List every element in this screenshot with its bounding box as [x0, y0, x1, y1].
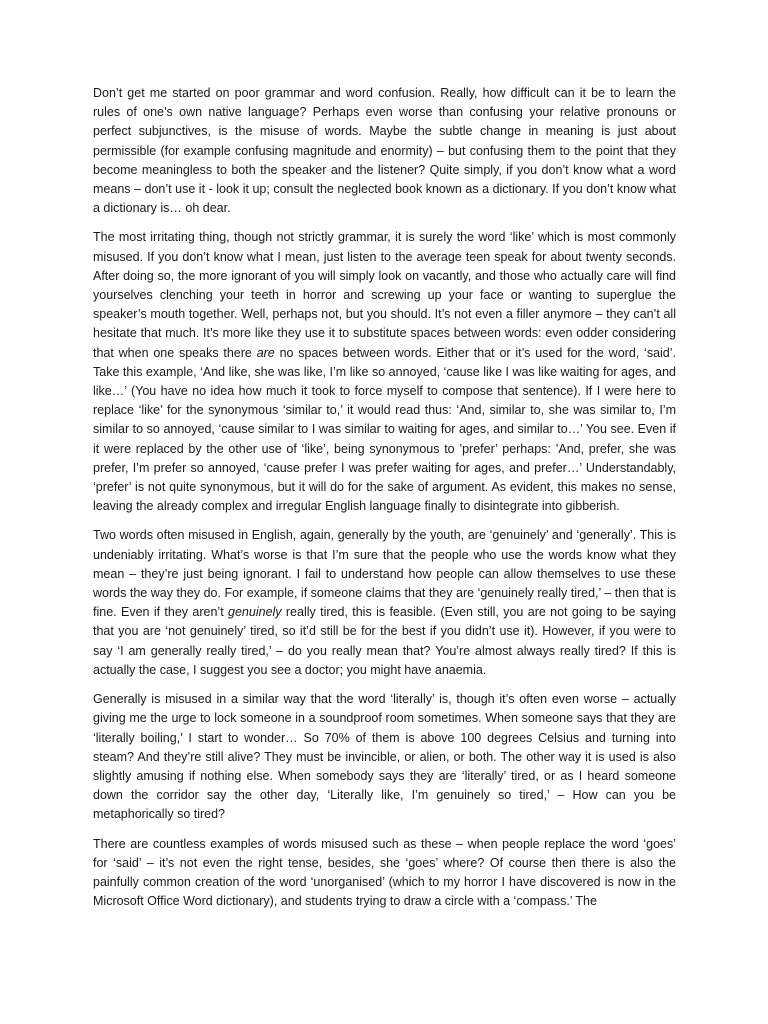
paragraph-3-italic-genuinely: genuinely — [228, 605, 282, 620]
document-page — [93, 84, 676, 921]
paragraph-5-text: There are countless examples of words misused such as these – when people replace the word ‘goes’ for ‘said’ – it’s not even the right tense, besides, she ‘goes’ where? Of course then there is also the painfully common creation of the word ‘unorganised’ (which to my horror I have discovered is now in the Microsoft Office Word dictionary), and students trying to draw a circle with a ‘compass.’ The — [93, 836, 676, 909]
paragraph-2-italic-are: are — [256, 345, 275, 360]
paragraph-3-text-b: really tired, this is feasible. (Even still, you are not going to be saying that you are ‘not genuinely’ tired, so it’d still be for the best if you didn’t use it). However, if you were to say ‘I am generally really tired,’ – do you really mean that? You’re almost always really tired? If this is actually the case, I suggest you see a doctor; you might have anaemia. — [93, 605, 676, 677]
paragraph-3-text-a: Two words often misused in English, again, generally by the youth, are ‘genuinely’ and ‘generally’. This is undeniably irritating. What’s worse is that I’m sure that the people who use the words know what they mean – they’re just being ignorant. I fail to understand how people can allow themselves to use these words the way they do. For example, if someone claims that they are ‘genuinely really tired,’ – then that is fine. Even if they aren’t — [93, 528, 676, 620]
paragraph-2 — [93, 228, 676, 516]
paragraph-2-text-b: no spaces between words. Either that or it’s used for the word, ‘said’. Take this example, ‘And like, she was like, I’m like so annoyed, ‘cause like I was like waiting for ages, and like…’ (You have no idea how much it took to force myself to compose that sentence). If I were here to replace ‘like’ for the synonymous ‘similar to,’ it would read thus: ‘And, similar to, she was similar to, I’m similar to so annoyed, ‘cause similar to I was similar to waiting for ages, and similar to…’ You see. Even if it were replaced by the other use of ‘like’, being synonymous to ’prefer’ perhaps: ’And, prefer, she was prefer, I’m prefer so annoyed, ‘cause prefer I was prefer waiting for ages, and prefer…’ Understandably, ‘prefer’ is not quite synonymous, but it will do for the sake of argument. As evident, this makes no sense, leaving the already complex and irregular English language finally to disintegrate into gibberish. — [93, 345, 676, 514]
paragraph-2-text-a: The most irritating thing, though not strictly grammar, it is surely the word ‘like’ which is most commonly misused. If you don’t know what I mean, just listen to the average teen speak for about twenty seconds. After doing so, the more ignorant of you will simply look on vacantly, and those who actually care will find yourselves clenching your teeth in horror and screwing up your face or wanting to superglue the speaker’s mouth together. Well, perhaps not, but you should. It’s not even a filler anymore – they can’t all hesitate that much. It’s more like they use it to substitute spaces between words: even odder considering that when one speaks there — [93, 230, 676, 360]
paragraph-5 — [93, 835, 676, 912]
paragraph-3 — [93, 526, 676, 680]
paragraph-1 — [93, 84, 676, 218]
paragraph-1-text: Don’t get me started on poor grammar and word confusion. Really, how difficult can it be to learn the rules of one’s own native language? Perhaps even worse than confusing your relative pronouns or perfect subjunctives, is the misuse of words. Maybe the subtle change in meaning is just about permissible (for example confusing magnitude and enormity) – but confusing them to the point that they become meaningless to both the speaker and the listener? Quite simply, if you don’t know what a word means – don’t use it - look it up; consult the neglected book known as a dictionary. If you don’t know what a dictionary is… oh dear. — [93, 86, 676, 216]
paragraph-4-text: Generally is misused in a similar way that the word ‘literally’ is, though it’s often even worse – actually giving me the urge to lock someone in a soundproof room sometimes. When someone says that they are ‘literally boiling,’ I start to wonder… So 70% of them is above 100 degrees Celsius and turning into steam? And they’re still alive? They must be invincible, or alien, or both. The other way it is used is also slightly amusing if nothing else. When somebody says they are ‘literally’ tired, or as I heard someone down the corridor say the other day, ‘Literally like, I’m genuinely so tired,’ – How can you be metaphorically so tired? — [93, 692, 676, 822]
paragraph-4 — [93, 690, 676, 824]
